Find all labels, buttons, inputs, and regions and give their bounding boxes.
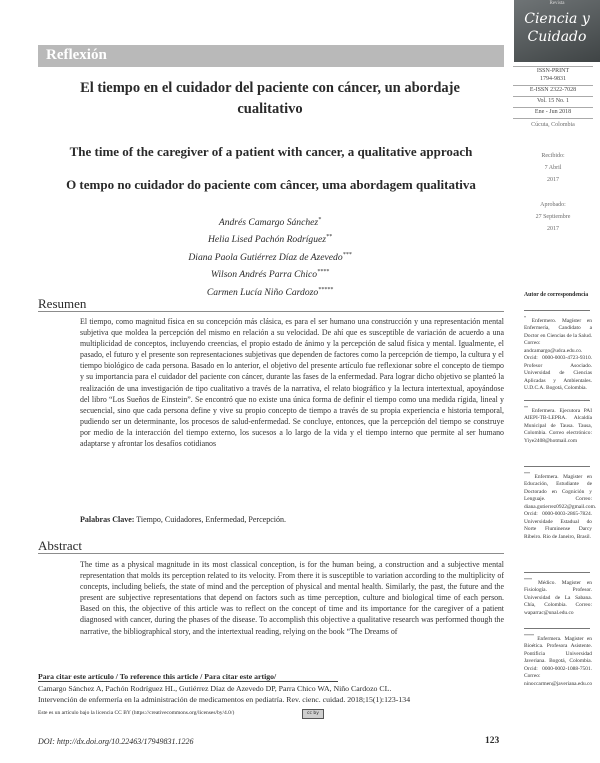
meta-rule xyxy=(513,107,593,108)
notes-rule xyxy=(524,310,590,311)
title-english: The time of the caregiver of a patient with cancer, a qualitative approach xyxy=(69,144,473,159)
citation-line1: Camargo Sánchez A, Pachón Rodríguez HL, Gutiérrez Díaz de Azevedo DP, Parra Chico WA, Niño Cardozo CL. xyxy=(38,684,392,693)
citation-title: Para citar este artículo / To reference this article / Para citar este artigo/ xyxy=(38,672,277,681)
meta-rule xyxy=(513,96,593,97)
title-spanish-line2: cualitativo xyxy=(237,101,303,117)
received-year: 2017 xyxy=(547,177,559,183)
received-date: 7 Abril xyxy=(544,165,562,171)
title-spanish xyxy=(45,78,495,120)
notes-rule xyxy=(524,466,590,467)
author-name: Wilson Andrés Parra Chico xyxy=(210,269,318,281)
author-note-1 xyxy=(524,314,592,393)
citation-text xyxy=(38,683,508,705)
volume: Vol. 15 No. 1 xyxy=(536,98,570,104)
author-3 xyxy=(150,248,390,265)
title-spanish-line1: El tiempo en el cuidador del paciente con cáncer, un abordaje xyxy=(80,80,460,96)
page-number: 123 xyxy=(485,736,500,746)
issn-print: 1794-9831 xyxy=(540,76,566,82)
abstract-heading xyxy=(38,538,504,554)
issn-print-label: ISSN-PRINT xyxy=(536,68,570,74)
author-name: Carmen Lucía Niño Cardozo xyxy=(206,286,319,298)
approved-date: 27 Septiembre xyxy=(535,214,571,220)
note-text: Enfermera. Ejecutora PAI AIEPI-TB-LEPRA. Alcaldía Municipal de Tausa. Tausa, Colombia. Correo electrónico: Yiye2408@hotmail.com xyxy=(524,407,592,444)
author-list xyxy=(150,213,390,300)
journal-logo-small-text: Revista xyxy=(549,1,565,6)
note-text: Enfermero. Magíster en Enfermería, Candidato a Doctor en Ciencias de la Salud. Correo: andcamargo@udca.edu.co. Orcid: 0000-0003-4723-9310. Profesor Asociado. Universidad de Ciencias Aplicadas y Ambientales. U.D.C.A. Bogotá, Colombia. xyxy=(524,317,592,392)
author-1 xyxy=(150,213,390,230)
note-mark: * xyxy=(524,315,526,320)
period: Ene - Jun 2018 xyxy=(534,109,572,115)
note-text: Enfermera. Magister en Bioética. Profesora Asistente. Pontificia Universidad Javeriana. Bogotá, Colombia. Orcid: 0000-0002-1088-7501. Correo: ninoccarmen@javeriana.edu.co xyxy=(524,635,593,687)
author-2 xyxy=(150,230,390,247)
keywords-label: Palabras Clave: xyxy=(80,515,135,524)
author-mark: ** xyxy=(326,234,333,241)
resumen-heading-text: Resumen xyxy=(38,296,87,311)
journal-logo-line1: Ciencia y xyxy=(524,11,590,27)
keywords-values: Tiempo, Cuidadores, Enfermedad, Percepción. xyxy=(134,515,286,524)
note-text: Médico. Magister en Fisiología. Profesor. Universidad de La Sabana. Chía, Colombia. Correo: waparrac@unal.edu.co xyxy=(524,579,592,616)
city: Cúcuta, Colombia xyxy=(531,122,575,128)
cc-by-icon: cc by xyxy=(302,709,324,719)
journal-logo-line2: Cuidado xyxy=(527,29,587,45)
notes-rule xyxy=(524,628,590,629)
section-label: Reflexión xyxy=(46,47,107,63)
title-portuguese: O tempo no cuidador do paciente com câncer, uma abordagem qualitativa xyxy=(66,177,476,192)
author-name: Andrés Camargo Sánchez xyxy=(218,217,319,229)
meta-rule xyxy=(513,66,593,67)
note-text: Enfermera. Magister en Educación, Estudiante de Doctorado en Cognición y Lenguaje. Correo: diana.gutierrez0922@gmail.com. Orcid: 0000-0003-2865-7824. Universidade Estadual do Norte Fluminense Darcy Ribeiro. Rio de Janeiro, Brasil. xyxy=(524,473,597,540)
author-note-4 xyxy=(524,576,592,617)
notes-rule xyxy=(524,572,590,573)
meta-rule xyxy=(513,85,593,86)
author-mark: ***** xyxy=(318,286,334,293)
author-mark: **** xyxy=(317,269,330,276)
received-label: Recibido: xyxy=(541,153,565,159)
e-issn: E-ISSN 2322-7028 xyxy=(529,87,577,93)
author-mark: *** xyxy=(342,251,352,258)
author-name: Helia Lised Pachón Rodríguez xyxy=(207,234,327,246)
note-mark: **** xyxy=(524,577,532,582)
note-mark: *** xyxy=(524,471,530,476)
author-mark: * xyxy=(318,217,322,223)
note-mark: ***** xyxy=(524,633,534,638)
meta-rule xyxy=(513,118,593,119)
doi-link[interactable]: DOI: http://dx.doi.org/10.22463/17949831.1226 xyxy=(38,737,194,746)
citation-line2: Intervención de enfermería en la administración de medicamentos en pediatría. Rev. cienc. cuidad. 2018;15(1):123-134 xyxy=(38,695,411,704)
note-mark: ** xyxy=(524,405,528,410)
journal-logo xyxy=(514,0,600,62)
section-band xyxy=(38,45,504,67)
citation-rule xyxy=(38,681,338,682)
author-note-3 xyxy=(524,470,597,541)
notes-rule xyxy=(524,400,590,401)
correspondence-heading: Autor de correspondencia xyxy=(524,292,589,298)
author-note-2 xyxy=(524,404,592,445)
resumen-body: El tiempo, como magnitud física en su concepción más clásica, es para el ser humano una construcción y una representación mental subjetiva que moldea la percepción del mismo en relación a su velocidad. De ahí que es susceptible de variación de acuerdo a una multiplicidad de conceptos, incluyendo creencias, el propio estado de ánimo y la percepción de salud física y mental. Igualmente, el pasado, el futuro y el presente son representaciones subjetivas que dependen de factores como la percepción de tiempo, la cultura y el tiempo biológico de cada persona. Basado en lo anterior, el objetivo del presente artículo fue reflexionar sobre el concepto de tiempo y su importancia para el cuidador del paciente con cáncer, durante las fases de la enfermedad. Para lograr dicho objetivo se planteó la realización de una investigación de tipo cualitativo a través de la narrativa, el relato biográfico y la lectura intertextual, apoyándose del libro “Los Sueños de Einstein”. Se encontró que no existe una única forma de definir el tiempo como una medida rígida, lineal y secuencial, sino que cada persona define y vive su propio concepto de tiempo a través de su propia experiencia e historia temporal, pudiendo ser un determinante, los procesos de salud-enfermedad. Se concluye, entonces, que la percepción del tiempo se construye por medio de la interacción del tiempo externo, los sucesos a lo largo de la vida y el tiempo interno que permite al ser humano adaptarse y afrontar los desafíos cotidianos xyxy=(80,317,504,449)
abstract-heading-text: Abstract xyxy=(38,538,83,553)
resumen-heading xyxy=(38,296,504,312)
author-note-5 xyxy=(524,632,592,688)
author-name: Diana Paola Gutiérrez Díaz de Azevedo xyxy=(188,251,343,263)
abstract-body: The time as a physical magnitude in its most classical conception, is for the human being, a construction and a subjective mental representation that molds its perception related to its velocity. From there it is susceptible to variation according to the multiplicity of concepts, including beliefs, the state of mind and the perception of physical and mental health. Similarly, the past, the future and the present are subjective representations that depend on factors such as time perception, culture and biological time of each person. Based on this, the objective of this article was to reflect on the concept of time and its importance for the caregiver of a patient diagnosed with cancer, during the phases of the disease. To accomplish this objective a qualitative research was performed though the narrative, the bibliographical story, and the intertextual reading, relying on the book “The Dreams of xyxy=(80,560,504,636)
author-4 xyxy=(150,265,390,282)
keywords xyxy=(80,515,504,524)
approved-label: Aprobado: xyxy=(540,202,566,208)
approved-year: 2017 xyxy=(547,226,559,232)
license-text: Este es un artículo bajo la licencia CC BY (https://creativecommons.org/licenses/by/4.0/) xyxy=(38,710,235,716)
